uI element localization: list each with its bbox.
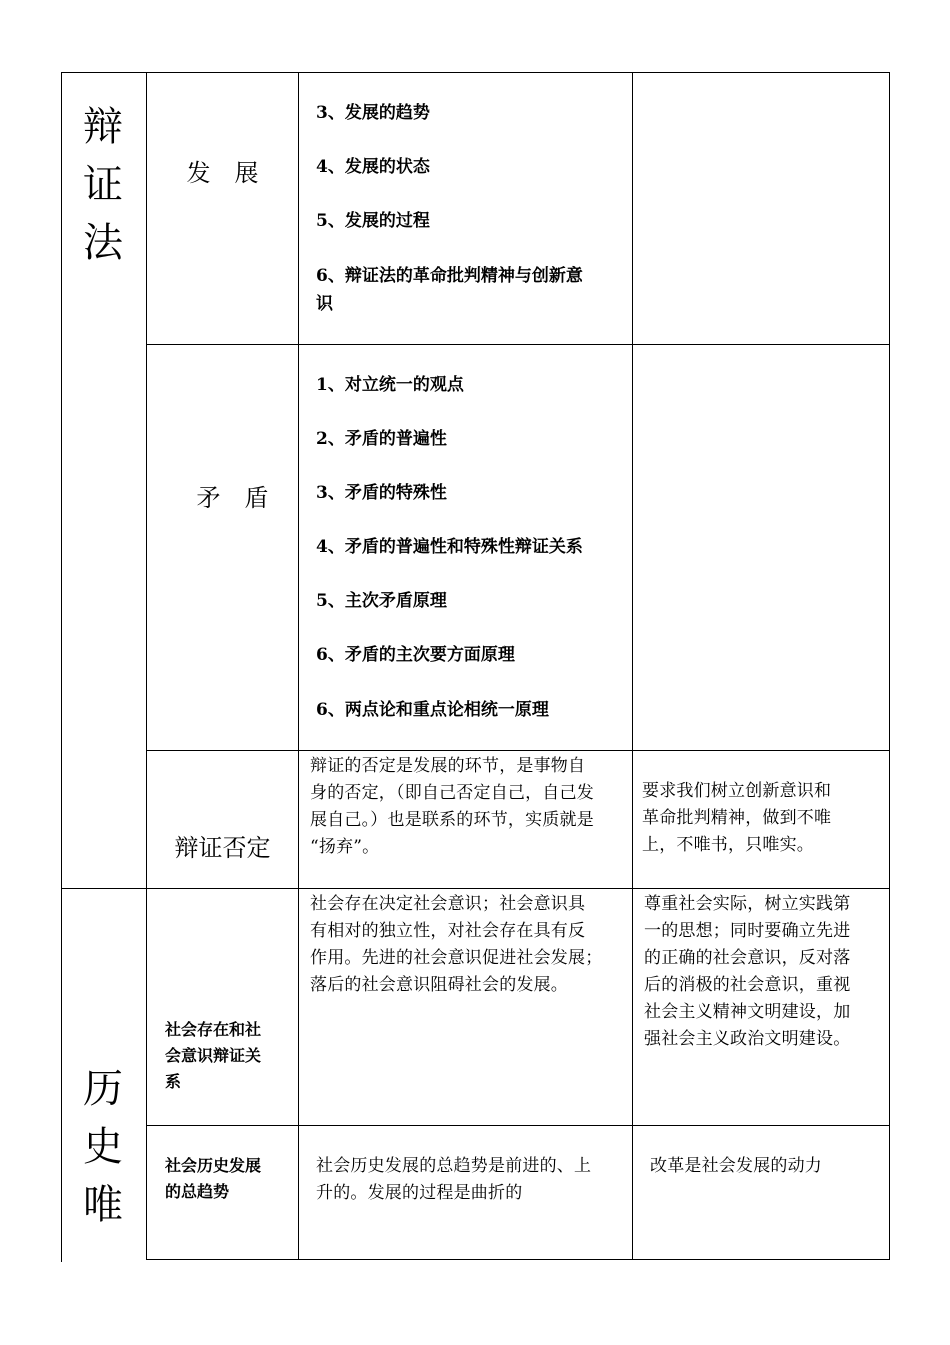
text-line: 落后的社会意识阻碍社会的发展。: [310, 975, 568, 995]
text-line: 系: [165, 1072, 182, 1091]
list-item: 3、矛盾的特殊性: [316, 483, 447, 503]
text-line: 升的。发展的过程是曲折的: [316, 1183, 523, 1203]
text-line: “扬弃”。: [310, 837, 380, 857]
col-divider-2: [298, 72, 299, 1260]
text-line: 上，不唯书，只唯实。: [642, 835, 814, 855]
content-paragraph: [316, 1153, 628, 1207]
text-line: 革命批判精神，做到不唯: [642, 808, 832, 828]
list-item: 1、对立统一的观点: [316, 375, 464, 395]
category-char: 证: [83, 162, 123, 208]
text-line: 改革是社会发展的动力: [650, 1156, 822, 1176]
requirement-paragraph: [644, 891, 884, 1053]
row-divider-3: [146, 1125, 890, 1126]
text-line: 身的否定，（即自己否定自己，自己发: [310, 783, 594, 803]
table-bottom-border: [146, 1259, 890, 1260]
table-right-border: [889, 72, 890, 1260]
text-line: 后的消极的社会意识，重视: [644, 975, 851, 995]
list-item: 4、发展的状态: [316, 157, 430, 177]
list-item: 3、发展的趋势: [316, 103, 430, 123]
requirement-paragraph: [642, 778, 882, 859]
list-item: 6、辩证法的革命批判精神与创新意: [316, 266, 583, 286]
topic-social-history-trend: [165, 1153, 290, 1205]
table-left-border: [61, 72, 62, 1262]
list-item-continuation: 识: [316, 294, 333, 314]
list-item: 6、两点论和重点论相统一原理: [316, 700, 549, 720]
text-line: 社会历史发展: [165, 1156, 262, 1175]
text-line: 的总趋势: [165, 1182, 230, 1201]
text-line: 要求我们树立创新意识和: [642, 781, 832, 801]
topic-development: 发 展: [186, 159, 259, 187]
category-char: 唯: [83, 1182, 123, 1228]
text-line: 社会历史发展的总趋势是前进的、上: [316, 1156, 592, 1176]
col-divider-1: [146, 72, 147, 1260]
text-line: 社会主义精神文明建设，加: [644, 1002, 851, 1022]
text-line: 辩证的否定是发展的环节，是事物自: [310, 756, 586, 776]
text-line: 会意识辩证关: [165, 1046, 262, 1065]
text-line: 尊重社会实际，树立实践第: [644, 894, 851, 914]
topic-dialectical-negation: 辩证否定: [174, 834, 271, 862]
list-item: 6、矛盾的主次要方面原理: [316, 645, 515, 665]
category-char: 辩: [83, 104, 123, 150]
category-dialectics: [73, 98, 133, 272]
list-item: 5、发展的过程: [316, 211, 430, 231]
text-line: 一的思想；同时要确立先进: [644, 921, 851, 941]
row-divider-2: [146, 750, 890, 751]
requirement-paragraph: [650, 1153, 884, 1180]
list-item: 5、主次矛盾原理: [316, 591, 447, 611]
category-char: 历: [83, 1066, 123, 1112]
section-divider: [61, 888, 890, 889]
category-char: 史: [83, 1124, 123, 1170]
topic-contradiction: 矛 盾: [196, 484, 269, 512]
list-item: 4、矛盾的普遍性和特殊性辩证关系: [316, 537, 583, 557]
text-line: 社会存在决定社会意识；社会意识具: [310, 894, 586, 914]
category-historical-materialism: [73, 1060, 133, 1234]
text-line: 社会存在和社: [165, 1020, 262, 1039]
text-line: 作用。先进的社会意识促进社会发展；: [310, 948, 603, 968]
text-line: 强社会主义政治文明建设。: [644, 1029, 851, 1049]
content-paragraph: [310, 753, 628, 861]
col-divider-3: [632, 72, 633, 1260]
list-item: 2、矛盾的普遍性: [316, 429, 447, 449]
category-char: 法: [83, 220, 123, 266]
topic-social-being-consciousness: [165, 1017, 290, 1095]
content-paragraph: [310, 891, 628, 999]
text-line: 展自己。）也是联系的环节，实质就是: [310, 810, 594, 830]
text-line: 的正确的社会意识，反对落: [644, 948, 851, 968]
table-top-border: [61, 72, 890, 73]
text-line: 有相对的独立性，对社会存在具有反: [310, 921, 586, 941]
row-divider-1: [146, 344, 890, 345]
